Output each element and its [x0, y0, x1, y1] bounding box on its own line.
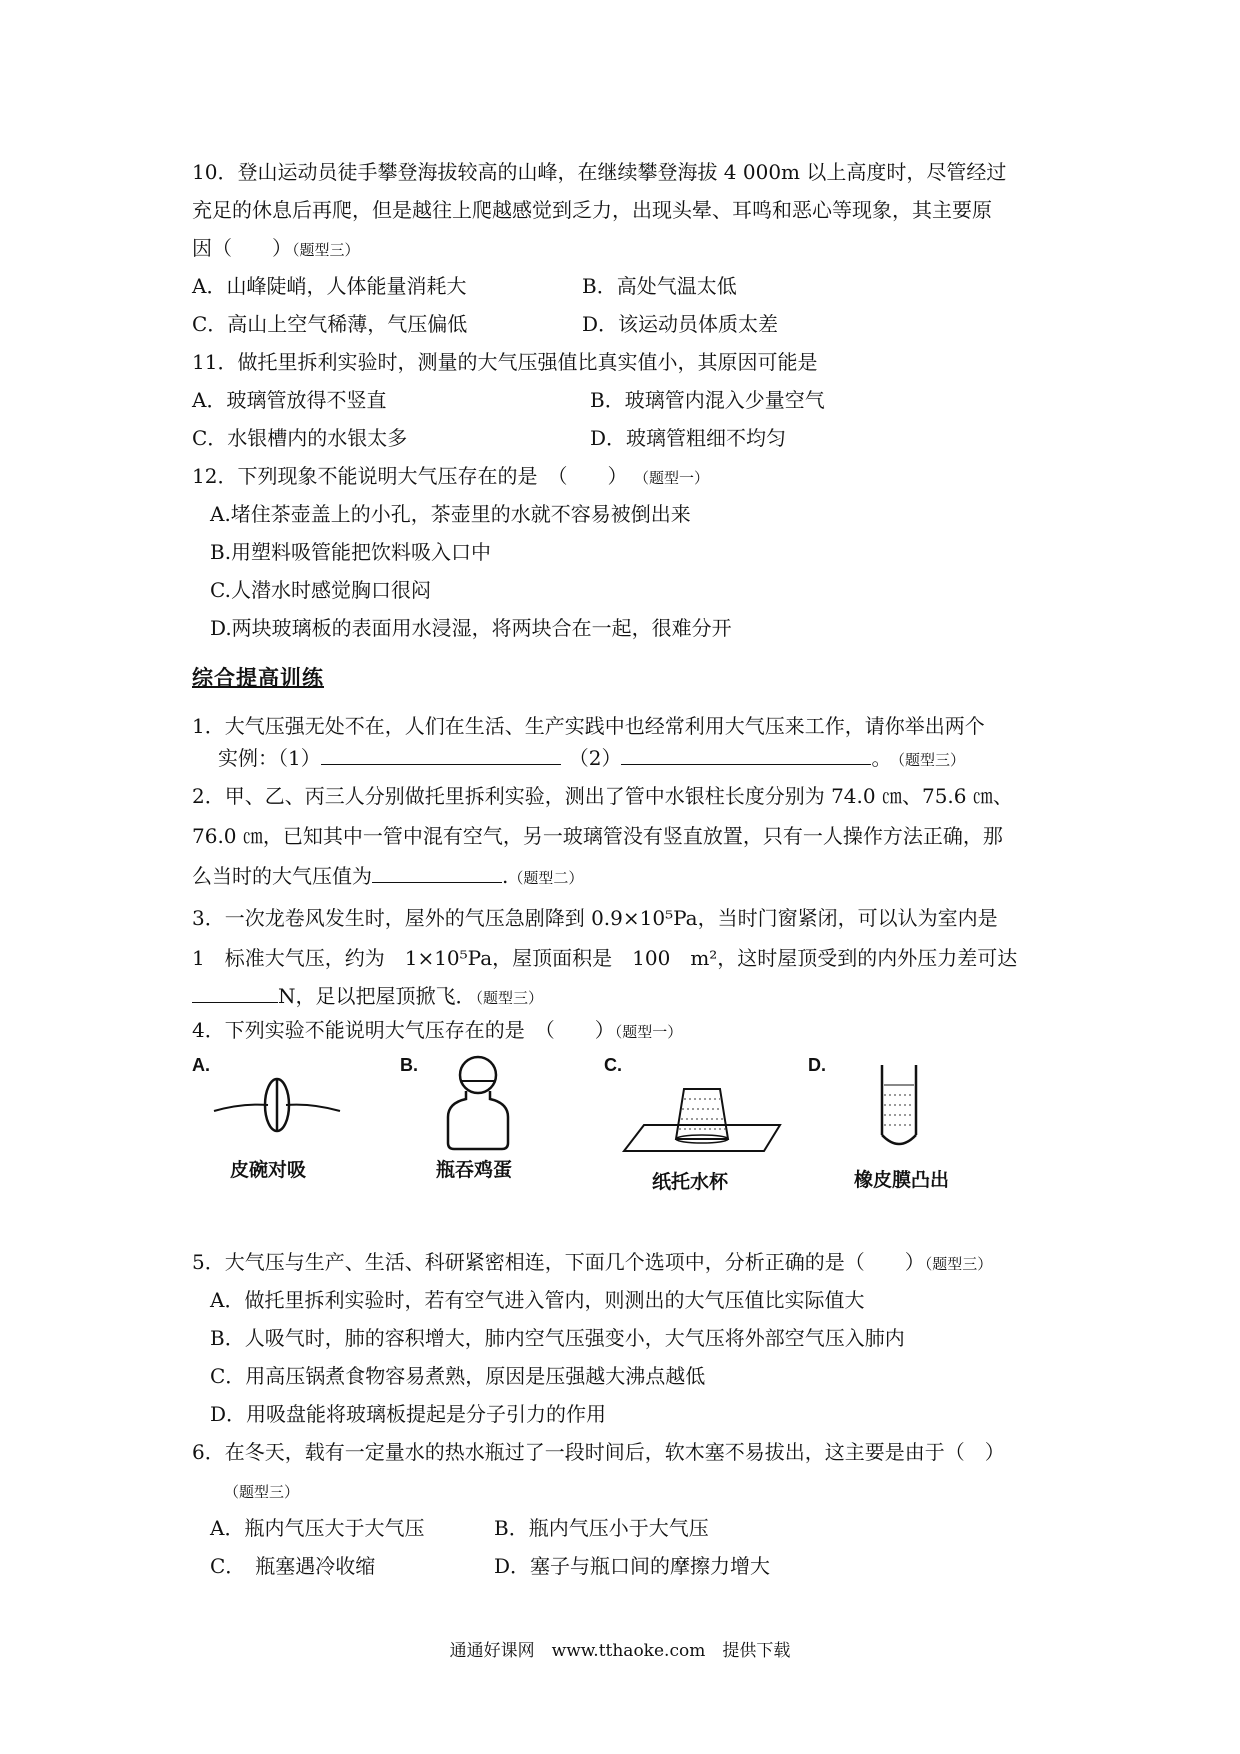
- p5-tag: （题型三）: [924, 1255, 993, 1273]
- p1-example-label-2: （2）: [568, 746, 622, 770]
- q10-option-d: D．该运动员体质太差: [582, 312, 779, 336]
- q10-line3-text: 因（ ）: [192, 236, 292, 260]
- q11-option-a: A．玻璃管放得不竖直: [192, 388, 387, 412]
- figure-d-caption: 橡皮膜凸出: [854, 1169, 950, 1191]
- page-footer[interactable]: 通通好课网 www.tthaoke.com 提供下载: [449, 1641, 791, 1661]
- q10-tag: （题型三）: [292, 241, 360, 259]
- p5-option-c: C．用高压锅煮食物容易煮熟，原因是压强越大沸点越低: [210, 1364, 706, 1388]
- p3-line2: 1 标准大气压，约为 1×10⁵Pa，屋顶面积是 100 m²，这时屋顶受到的内外压力差可达: [192, 946, 1018, 970]
- p2-line1: 2．甲、乙、丙三人分别做托里拆利实验，测出了管中水银柱长度分别为 74.0 ㎝、75.6 ㎝、: [192, 784, 1013, 808]
- bottle-egg-icon: [440, 1055, 520, 1151]
- q12-option-b: B.用塑料吸管能把饮料吸入口中: [210, 540, 492, 564]
- p6-option-d: D．塞子与瓶口间的摩擦力增大: [494, 1554, 771, 1578]
- q10-line1: 10．登山运动员徒手攀登海拔较高的山峰，在继续攀登海拔 4 000m 以上高度时，尽管经过: [192, 160, 1007, 184]
- q10-option-c: C．高山上空气稀薄，气压偏低: [192, 312, 468, 336]
- p1-example-label-1: 实例：（1）: [218, 746, 321, 770]
- q12-stem: [192, 462, 709, 492]
- p3-answer-blank[interactable]: [192, 982, 278, 1003]
- figure-a-caption: 皮碗对吸: [230, 1159, 307, 1181]
- p6-option-b: B．瓶内气压小于大气压: [494, 1516, 709, 1540]
- figure-c-caption: 纸托水杯: [652, 1171, 729, 1193]
- paper-cup-icon: [604, 1085, 784, 1155]
- rubber-membrane-icon: [874, 1063, 924, 1155]
- p2-answer-blank[interactable]: [372, 862, 502, 883]
- p6-tag: （题型三）: [224, 1483, 300, 1501]
- p5-option-b: B．人吸气时，肺的容积增大，肺内空气压强变小，大气压将外部空气压入肺内: [210, 1326, 905, 1350]
- p4-stem-text: 4．下列实验不能说明大气压存在的是 （ ）: [192, 1018, 615, 1042]
- figure-b-caption: 瓶吞鸡蛋: [436, 1159, 513, 1181]
- p3-line1: 3．一次龙卷风发生时，屋外的气压急剧降到 0.9×10⁵Pa，当时门窗紧闭，可以认为室内是: [192, 906, 998, 930]
- p4-stem: [192, 1016, 682, 1046]
- figure-a: [192, 1055, 362, 1185]
- p5-stem-text: 5．大气压与生产、生活、科研紧密相连，下面几个选项中，分析正确的是（ ）: [192, 1250, 925, 1274]
- p2-period: .: [502, 864, 509, 888]
- q11-stem: 11．做托里拆利实验时，测量的大气压强值比真实值小，其原因可能是: [192, 350, 818, 374]
- q12-option-d: D.两块玻璃板的表面用水浸湿，将两块合在一起，很难分开: [210, 616, 732, 640]
- q12-tag: （题型一）: [641, 469, 709, 487]
- p3-line3: [192, 982, 543, 1012]
- p5-option-d: D．用吸盘能将玻璃板提起是分子引力的作用: [210, 1402, 607, 1426]
- q11-option-b: B．玻璃管内混入少量空气: [590, 388, 825, 412]
- q10-option-a: A．山峰陡峭，人体能量消耗大: [192, 274, 467, 298]
- p1-tag: （题型三）: [897, 751, 965, 769]
- q12-stem-text: 12．下列现象不能说明大气压存在的是 （ ）: [192, 464, 628, 488]
- q10-line3: [192, 234, 360, 264]
- figure-d: [808, 1055, 998, 1195]
- suction-cups-icon: [212, 1075, 342, 1135]
- p2-line2: 76.0 ㎝，已知其中一管中混有空气，另一玻璃管没有竖直放置，只有一人操作方法正确，那: [192, 824, 1003, 848]
- p5-stem: [192, 1248, 992, 1278]
- q10-option-b: B．高处气温太低: [582, 274, 737, 298]
- figure-c-letter: C.: [604, 1055, 622, 1075]
- p6-line1: 6．在冬天，载有一定量水的热水瓶过了一段时间后，软木塞不易拔出，这主要是由于（ ）: [192, 1440, 1005, 1464]
- p1-line1: 1．大气压强无处不在，人们在生活、生产实践中也经常利用大气压来工作，请你举出两个: [192, 714, 985, 738]
- p2-line3-text: 么当时的大气压值为: [192, 864, 372, 888]
- p2-tag: （题型二）: [508, 869, 584, 887]
- p4-tag: （题型一）: [614, 1023, 683, 1041]
- q11-option-d: D．玻璃管粗细不均匀: [590, 426, 787, 450]
- p3-line3-text: N，足以把屋顶掀飞．: [278, 984, 476, 1008]
- figure-b-letter: B.: [400, 1055, 418, 1075]
- p6-option-a: A．瓶内气压大于大气压: [210, 1516, 425, 1540]
- p1-blank-2[interactable]: [621, 744, 871, 765]
- p6-option-c: C． 瓶塞遇冷收缩: [210, 1554, 376, 1578]
- p1-period: 。: [871, 746, 892, 770]
- section-title: 综合提高训练: [192, 666, 324, 690]
- figure-b: [400, 1055, 550, 1185]
- q11-option-c: C．水银槽内的水银太多: [192, 426, 408, 450]
- figure-d-letter: D.: [808, 1055, 826, 1075]
- p1-line2: [218, 744, 965, 774]
- p3-tag: （题型三）: [475, 989, 544, 1007]
- q12-option-a: A.堵住茶壶盖上的小孔，茶壶里的水就不容易被倒出来: [210, 502, 691, 526]
- p5-option-a: A．做托里拆利实验时，若有空气进入管内，则测出的大气压值比实际值大: [210, 1288, 865, 1312]
- p1-blank-1[interactable]: [321, 744, 561, 765]
- p2-line3: [192, 862, 583, 892]
- q12-option-c: C.人潜水时感觉胸口很闷: [210, 578, 431, 602]
- figure-c: [604, 1055, 784, 1195]
- figure-a-letter: A.: [192, 1055, 210, 1075]
- q10-line2: 充足的休息后再爬，但是越往上爬越感觉到乏力，出现头晕、耳鸣和恶心等现象，其主要原: [192, 198, 992, 222]
